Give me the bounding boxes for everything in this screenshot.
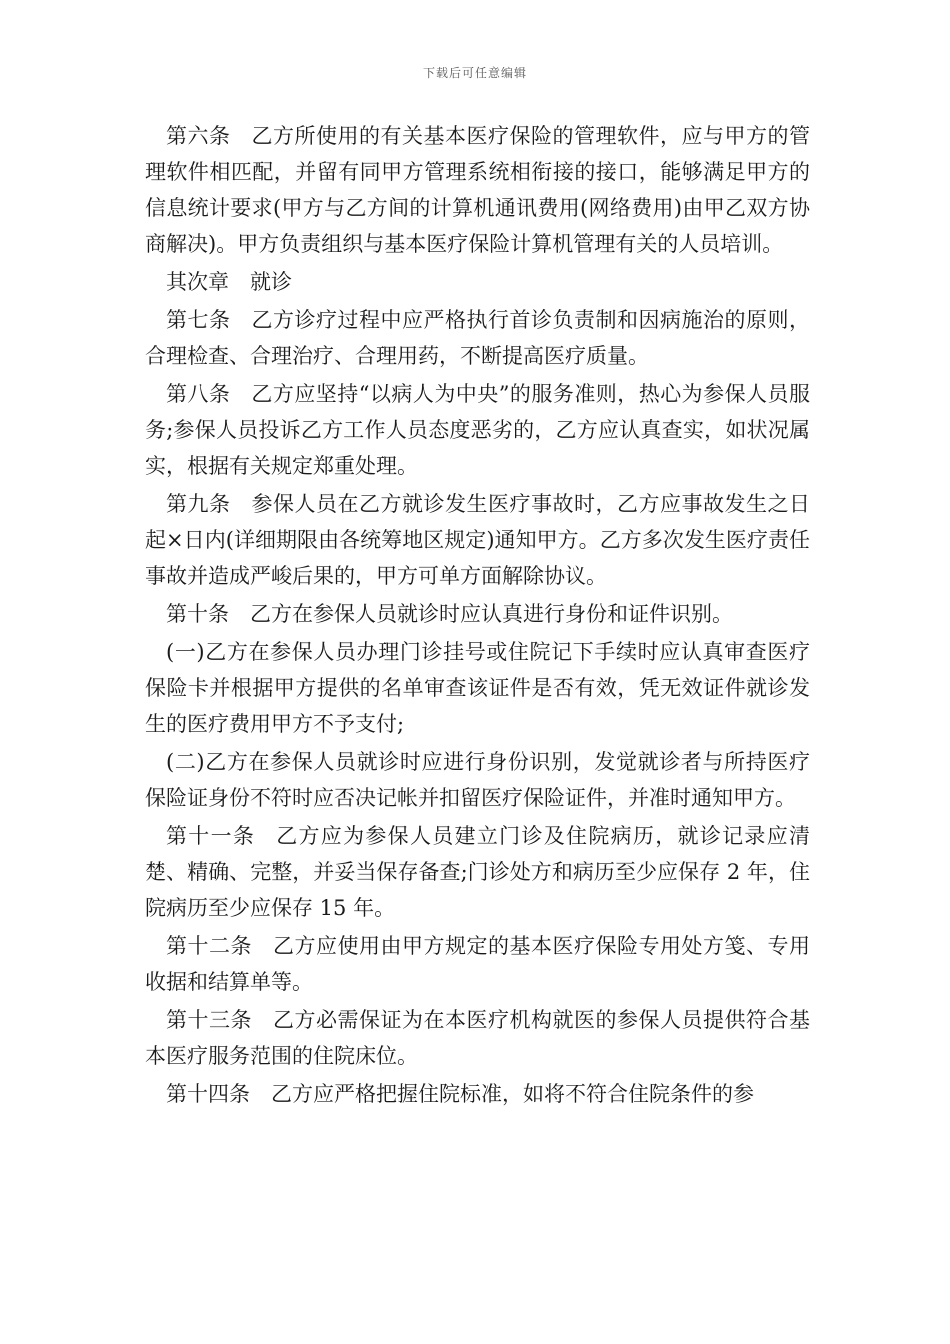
article-text: 乙方应为参保人员建立门诊及住院病历，就诊记录应清楚、精确、完整，并妥当保存备查;门诊处方和病历至少应保存 2 年，住院病历至少应保存 15 年。 bbox=[145, 824, 811, 920]
article-number: 第十二条 bbox=[166, 934, 252, 958]
paragraph-article-7 bbox=[145, 302, 810, 374]
article-text: 乙方应使用由甲方规定的基本医疗保险专用处方笺、专用收据和结算单等。 bbox=[145, 934, 810, 994]
article-text: 乙方应坚持“以病人为中央”的服务准则，热心为参保人员服务;参保人员投诉乙方工作人员态度恶劣的，乙方应认真查实，如状况属实，根据有关规定郑重处理。 bbox=[145, 382, 810, 478]
item-text: (一)乙方在参保人员办理门诊挂号或住院记下手续时应认真审查医疗保险卡并根据甲方提供的名单审查该证件是否有效，凭无效证件就诊发生的医疗费用甲方不予支付; bbox=[145, 640, 810, 736]
paragraph-article-13 bbox=[145, 1002, 810, 1074]
paragraph-article-12 bbox=[145, 928, 810, 1000]
article-text: 乙方在参保人员就诊时应认真进行身份和证件识别。 bbox=[250, 602, 733, 626]
article-text: 乙方应严格把握住院标准，如将不符合住院条件的参 bbox=[271, 1082, 754, 1106]
item-text: (二)乙方在参保人员就诊时应进行身份识别，发觉就诊者与所持医疗保险证身份不符时应否决记帐并扣留医疗保险证件，并准时通知甲方。 bbox=[145, 750, 810, 810]
article-text: 乙方诊疗过程中应严格执行首诊负责制和因病施治的原则，合理检查、合理治疗、合理用药，不断提高医疗质量。 bbox=[145, 308, 810, 368]
article-text: 参保人员在乙方就诊发生医疗事故时，乙方应事故发生之日起×日内(详细期限由各统筹地区规定)通知甲方。乙方多次发生医疗责任事故并造成严峻后果的，甲方可单方面解除协议。 bbox=[145, 492, 810, 588]
paragraph-article-9 bbox=[145, 486, 810, 594]
paragraph-article-14 bbox=[145, 1076, 810, 1112]
article-number: 第十三条 bbox=[166, 1008, 252, 1032]
article-number: 第八条 bbox=[166, 382, 231, 406]
chapter-number: 其次章 bbox=[166, 270, 229, 294]
paragraph-article-11 bbox=[145, 818, 810, 926]
article-number: 第十一条 bbox=[166, 824, 256, 848]
paragraph-article-8 bbox=[145, 376, 810, 484]
article-text: 乙方所使用的有关基本医疗保险的管理软件，应与甲方的管理软件相匹配，并留有同甲方管理系统相衔接的接口，能够满足甲方的信息统计要求(甲方与乙方间的计算机通讯费用(网络费用)由甲乙双方协商解决)。甲方负责组织与基本医疗保险计算机管理有关的人员培训。 bbox=[145, 124, 810, 256]
paragraph-article-10 bbox=[145, 596, 810, 632]
article-number: 第九条 bbox=[166, 492, 231, 516]
article-text: 乙方必需保证为在本医疗机构就医的参保人员提供符合基本医疗服务范围的住院床位。 bbox=[145, 1008, 810, 1068]
paragraph-item-1 bbox=[145, 634, 810, 742]
document-body bbox=[145, 118, 810, 1114]
page-header: 下载后可任意编辑 bbox=[422, 66, 527, 80]
article-number: 第七条 bbox=[166, 308, 231, 332]
paragraph-item-2 bbox=[145, 744, 810, 816]
chapter-title: 就诊 bbox=[250, 270, 292, 294]
article-number: 第十条 bbox=[166, 602, 229, 626]
article-number: 第六条 bbox=[166, 124, 231, 148]
paragraph-article-6 bbox=[145, 118, 810, 262]
article-number: 第十四条 bbox=[166, 1082, 250, 1106]
chapter-heading bbox=[145, 264, 810, 300]
